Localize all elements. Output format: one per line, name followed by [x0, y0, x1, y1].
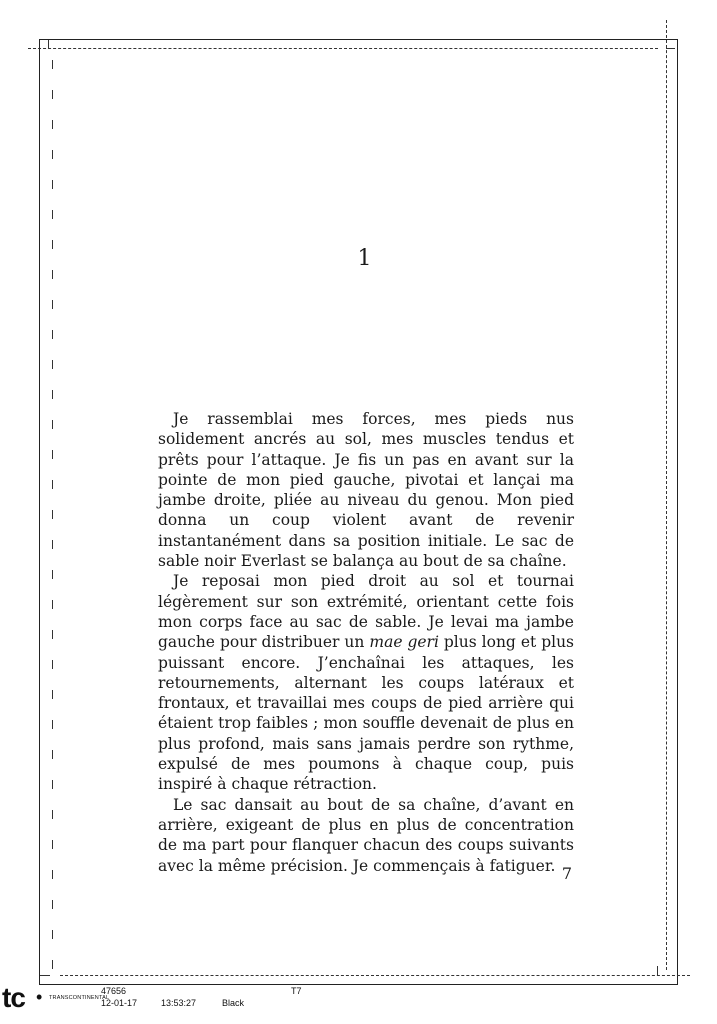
chapter-body-text — [158, 409, 574, 876]
ink-color-label: Black — [222, 998, 245, 1008]
printer-logo: tc — [2, 982, 25, 1013]
chapter-number: 1 — [357, 246, 372, 271]
signature-code: T7 — [291, 986, 302, 996]
paragraph-text: Je reposai mon pied droit au sol et tournai légèrement sur son extrémité, orientant cette fois mon corps face au sac de sable. Je levai ma jambe gauche pour distribuer un — [158, 572, 574, 652]
bleed-ticks-left — [52, 60, 53, 975]
logo-dot-icon: • — [36, 987, 43, 1007]
print-time: 13:53:27 — [161, 998, 197, 1008]
paragraph-text: Le sac dansait au bout de sa chaîne, d’avant en arrière, exigeant de plus en plus de concentration de ma part pour flanquer chacun des coups suivants avec la même précision. Je commençais à fatiguer. — [158, 795, 574, 875]
crop-mark-bottom-right — [657, 966, 658, 976]
italic-term: mae geri — [369, 633, 439, 652]
crop-mark-bottom-left — [40, 975, 50, 976]
paragraph-text: Je rassemblai mes forces, mes pieds nus solidement ancrés au sol, mes muscles tendus et prêts pour l’attaque. Je fis un pas en avant sur la pointe de mon pied gauche, pivotai et lançai ma jambe droite, pliée au niveau du genou. Mon pied donna un coup violent avant de revenir instantanément dans sa position initiale. Le sac de sable noir Everlast se balança au bout de sa chaîne. — [158, 410, 574, 571]
paragraph — [158, 795, 574, 876]
bleed-line-right — [666, 20, 667, 970]
page-number: 7 — [561, 864, 572, 883]
job-number: 47656 — [101, 986, 127, 996]
bleed-line-top — [28, 48, 658, 49]
paragraph — [158, 409, 574, 571]
printer-brand-name: TRANSCONTINENTAL — [49, 995, 110, 1001]
crop-mark-top-left — [48, 40, 49, 49]
paragraph — [158, 571, 574, 794]
crop-mark-top-right — [666, 48, 675, 49]
print-date: 12-01-17 — [101, 998, 138, 1008]
paragraph-text: plus long et plus puissant encore. J’enchaînai les attaques, les retournements, alternant les coups latéraux et frontaux, et travaillai mes coups de pied arrière qui étaient trop faibles ; mon souffle devenait de plus en plus profond, mais sans jamais perdre son rythme, expulsé de mes poumons à chaque coup, puis inspiré à chaque rétraction. — [158, 633, 575, 794]
bleed-line-bottom — [60, 975, 690, 976]
